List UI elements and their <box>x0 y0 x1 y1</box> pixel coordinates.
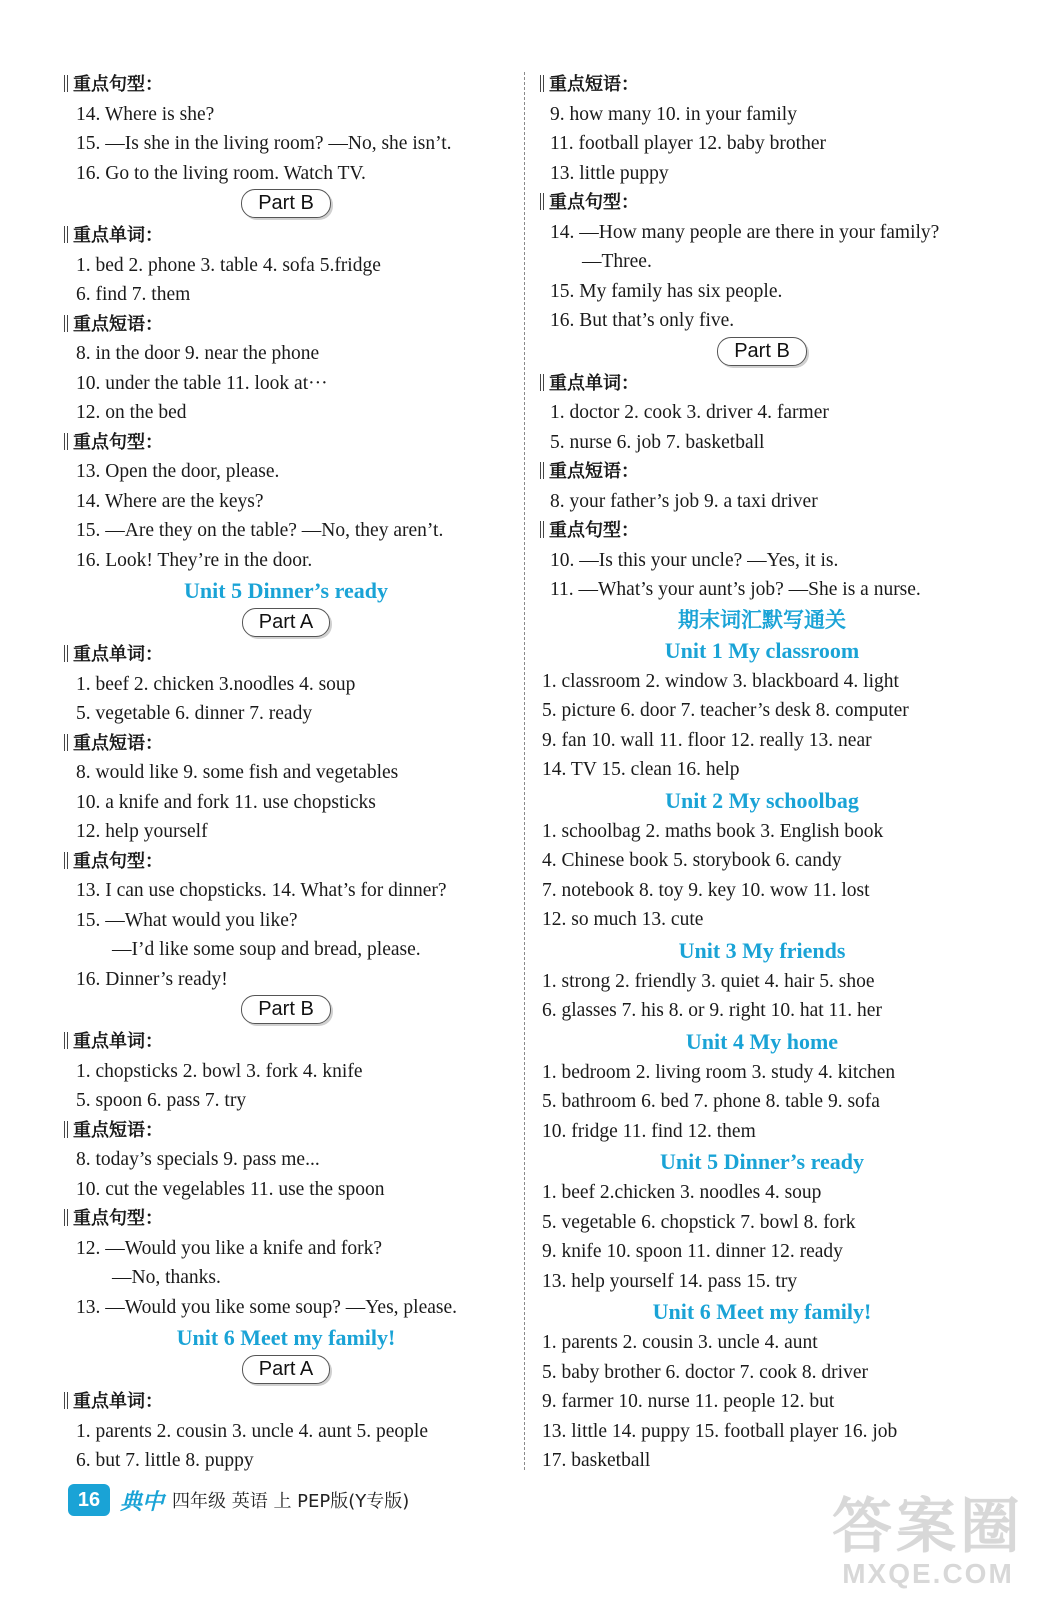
text-line: 1. parents 2. cousin 3. uncle 4. aunt <box>542 1332 818 1353</box>
text-line: 9. knife 10. spoon 11. dinner 12. ready <box>542 1241 843 1262</box>
unit-title: Unit 3 My friends <box>678 937 846 963</box>
text-line: 13. I can use chopsticks. 14. What’s for dinner? <box>76 880 447 901</box>
text-line: 1. beef 2.chicken 3. noodles 4. soup <box>542 1182 822 1203</box>
page-number: 16 <box>68 1484 110 1516</box>
heading-text: 重点句型： <box>73 431 163 453</box>
text-line: 8. would like 9. some fish and vegetables <box>76 762 399 783</box>
heading-marker-icon <box>64 1209 68 1226</box>
heading-text: 重点句型： <box>549 192 639 213</box>
book-info: 四年级 英语 上 PEP版(Y专版) <box>172 1491 410 1512</box>
heading-text: 重点短语： <box>73 732 163 754</box>
unit-title: Unit 1 My classroom <box>664 637 860 663</box>
part-label <box>62 1354 510 1387</box>
heading-marker-icon <box>64 1121 68 1138</box>
section-heading <box>62 729 510 759</box>
unit-title: Unit 6 Meet my family! <box>176 1325 396 1350</box>
text-line: 14. TV 15. clean 16. help <box>542 759 740 780</box>
left-column <box>62 70 510 1476</box>
part-label-text: Part B <box>241 189 331 218</box>
text-line: 9. fan 10. wall 11. floor 12. really 13. near <box>542 729 872 751</box>
column-divider <box>524 72 525 1470</box>
section-heading <box>538 457 986 487</box>
vocab-review-title: 期末词汇默写通关 <box>678 607 846 632</box>
text-line: 13. little 14. puppy 15. football player 16. job <box>542 1420 898 1442</box>
heading-text: 重点句型： <box>73 74 163 95</box>
section-heading <box>62 70 510 100</box>
section-heading <box>538 516 986 546</box>
text-line: 5. baby brother 6. doctor 7. cook 8. driver <box>542 1361 868 1383</box>
section-heading <box>62 640 510 670</box>
part-label <box>538 336 986 369</box>
heading-marker-icon <box>64 75 68 92</box>
text-line: 14. Where is she? <box>76 103 215 125</box>
section-heading <box>62 1027 510 1057</box>
heading-marker-icon <box>540 462 544 479</box>
unit-title: Unit 4 My home <box>685 1028 839 1054</box>
part-label <box>62 607 510 640</box>
text-line: 9. farmer 10. nurse 11. people 12. but <box>542 1391 835 1412</box>
heading-marker-icon <box>64 852 68 869</box>
heading-text: 重点单词： <box>549 372 639 394</box>
text-line: 14. Where are the keys? <box>76 490 264 512</box>
section-heading <box>538 369 986 399</box>
heading-text: 重点句型： <box>73 1208 163 1229</box>
unit-title: Unit 6 Meet my family! <box>652 1299 872 1324</box>
text-line: 13. little puppy <box>550 162 669 184</box>
text-line: 8. in the door 9. near the phone <box>76 343 320 364</box>
section-heading <box>62 221 510 251</box>
text-line: 5. spoon 6. pass 7. try <box>76 1090 247 1111</box>
heading-text: 重点单词： <box>73 225 163 246</box>
text-line: 8. today’s specials 9. pass me... <box>76 1149 320 1170</box>
text-line: 13. Open the door, please. <box>76 461 280 482</box>
text-line: 14. —How many people are there in your family? <box>550 221 940 243</box>
page-footer <box>68 1482 409 1518</box>
section-heading <box>62 847 510 877</box>
watermark-url: MXQE.COM <box>842 1558 1014 1589</box>
text-line: 1. bedroom 2. living room 3. study 4. kitchen <box>542 1061 896 1083</box>
heading-text: 重点短语： <box>73 1119 163 1141</box>
text-line: —No, thanks. <box>112 1267 221 1288</box>
heading-marker-icon <box>540 75 544 92</box>
part-label-text: Part B <box>717 337 807 366</box>
heading-marker-icon <box>64 315 68 332</box>
publisher-logo-icon: 典中 <box>120 1489 165 1515</box>
text-line: 1. parents 2. cousin 3. uncle 4. aunt 5. people <box>76 1420 428 1442</box>
text-line: 16. But that’s only five. <box>550 310 735 331</box>
part-label-text: Part B <box>241 995 331 1024</box>
heading-marker-icon <box>64 645 68 662</box>
heading-text: 重点句型： <box>73 850 163 872</box>
text-line: 10. cut the vegelables 11. use the spoon <box>76 1178 385 1200</box>
text-line: 4. Chinese book 5. storybook 6. candy <box>542 850 842 871</box>
heading-marker-icon <box>64 1032 68 1049</box>
text-line: 1. chopsticks 2. bowl 3. fork 4. knife <box>76 1060 363 1082</box>
section-heading <box>538 188 986 218</box>
part-label <box>62 994 510 1027</box>
text-line: 1. bed 2. phone 3. table 4. sofa 5.fridge <box>76 254 381 276</box>
text-line: 11. football player 12. baby brother <box>550 133 826 154</box>
text-line: 16. Dinner’s ready! <box>76 968 228 990</box>
heading-text: 重点单词： <box>73 644 163 665</box>
heading-marker-icon <box>540 374 544 391</box>
watermark-logo: 答案圈 <box>832 1492 1024 1562</box>
text-line: 12. —Would you like a knife and fork? <box>76 1237 383 1259</box>
unit-title: Unit 5 Dinner’s ready <box>184 578 388 603</box>
part-label-text: Part A <box>242 608 330 637</box>
text-line: 15. —Is she in the living room? —No, she isn’t. <box>76 133 452 154</box>
text-line: 8. your father’s job 9. a taxi driver <box>550 490 818 512</box>
text-line: 10. a knife and fork 11. use chopsticks <box>76 791 376 813</box>
text-line: —Three. <box>582 251 652 272</box>
text-line: 11. —What’s your aunt’s job? —She is a nurse. <box>550 579 921 600</box>
text-line: 9. how many 10. in your family <box>550 103 797 125</box>
text-line: 5. nurse 6. job 7. basketball <box>550 431 765 453</box>
text-line: 15. —Are they on the table? —No, they aren’t. <box>76 520 444 541</box>
text-line: 5. picture 6. door 7. teacher’s desk 8. computer <box>542 700 909 721</box>
text-line: 12. on the bed <box>76 402 187 423</box>
text-line: 1. classroom 2. window 3. blackboard 4. light <box>542 670 899 692</box>
heading-marker-icon <box>64 734 68 751</box>
section-heading <box>62 428 510 458</box>
text-line: 5. bathroom 6. bed 7. phone 8. table 9. sofa <box>542 1091 880 1112</box>
text-line: 12. help yourself <box>76 821 208 842</box>
part-label <box>62 188 510 221</box>
text-line: 1. doctor 2. cook 3. driver 4. farmer <box>550 402 829 423</box>
text-line: 15. My family has six people. <box>550 280 783 302</box>
text-line: 6. but 7. little 8. puppy <box>76 1450 254 1471</box>
part-label-text: Part A <box>242 1355 330 1384</box>
text-line: 1. schoolbag 2. maths book 3. English book <box>542 820 884 842</box>
heading-marker-icon <box>64 1392 68 1409</box>
text-line: 17. basketball <box>542 1450 651 1471</box>
heading-text: 重点单词： <box>73 1031 163 1052</box>
text-line: 15. —What would you like? <box>76 909 298 931</box>
text-line: 6. glasses 7. his 8. or 9. right 10. hat 11. her <box>542 1000 882 1021</box>
text-line: 1. strong 2. friendly 3. quiet 4. hair 5. shoe <box>542 970 875 992</box>
heading-marker-icon <box>540 521 544 538</box>
section-heading <box>538 70 986 100</box>
watermark <box>832 1492 1024 1590</box>
text-line: 1. beef 2. chicken 3.noodles 4. soup <box>76 673 356 695</box>
heading-marker-icon <box>64 433 68 450</box>
text-line: 6. find 7. them <box>76 284 191 305</box>
text-line: 10. —Is this your uncle? —Yes, it is. <box>550 549 839 571</box>
heading-text: 重点短语： <box>549 461 639 482</box>
unit-title: Unit 5 Dinner’s ready <box>660 1149 864 1174</box>
text-line: 13. help yourself 14. pass 15. try <box>542 1270 798 1292</box>
heading-text: 重点短语： <box>549 74 639 95</box>
section-heading <box>62 1204 510 1234</box>
text-line: 10. fridge 11. find 12. them <box>542 1120 756 1142</box>
heading-text: 重点单词： <box>73 1391 163 1412</box>
text-line: 5. vegetable 6. chopstick 7. bowl 8. fork <box>542 1211 856 1233</box>
text-line: 5. vegetable 6. dinner 7. ready <box>76 703 313 724</box>
text-line: 10. under the table 11. look at··· <box>76 372 328 394</box>
right-column <box>538 70 986 1476</box>
section-heading <box>62 310 510 340</box>
section-heading <box>62 1387 510 1417</box>
text-line: 13. —Would you like some soup? —Yes, please. <box>76 1296 458 1318</box>
text-line: 16. Look! They’re in the door. <box>76 549 313 571</box>
text-line: —I’d like some soup and bread, please. <box>112 939 421 960</box>
text-line: 16. Go to the living room. Watch TV. <box>76 162 366 184</box>
text-line: 7. notebook 8. toy 9. key 10. wow 11. lost <box>542 879 870 901</box>
heading-marker-icon <box>64 226 68 243</box>
text-line: 12. so much 13. cute <box>542 909 704 930</box>
section-heading <box>62 1116 510 1146</box>
heading-text: 重点短语： <box>73 313 163 335</box>
unit-title: Unit 2 My schoolbag <box>665 787 859 813</box>
heading-marker-icon <box>540 193 544 210</box>
heading-text: 重点句型： <box>549 520 639 541</box>
